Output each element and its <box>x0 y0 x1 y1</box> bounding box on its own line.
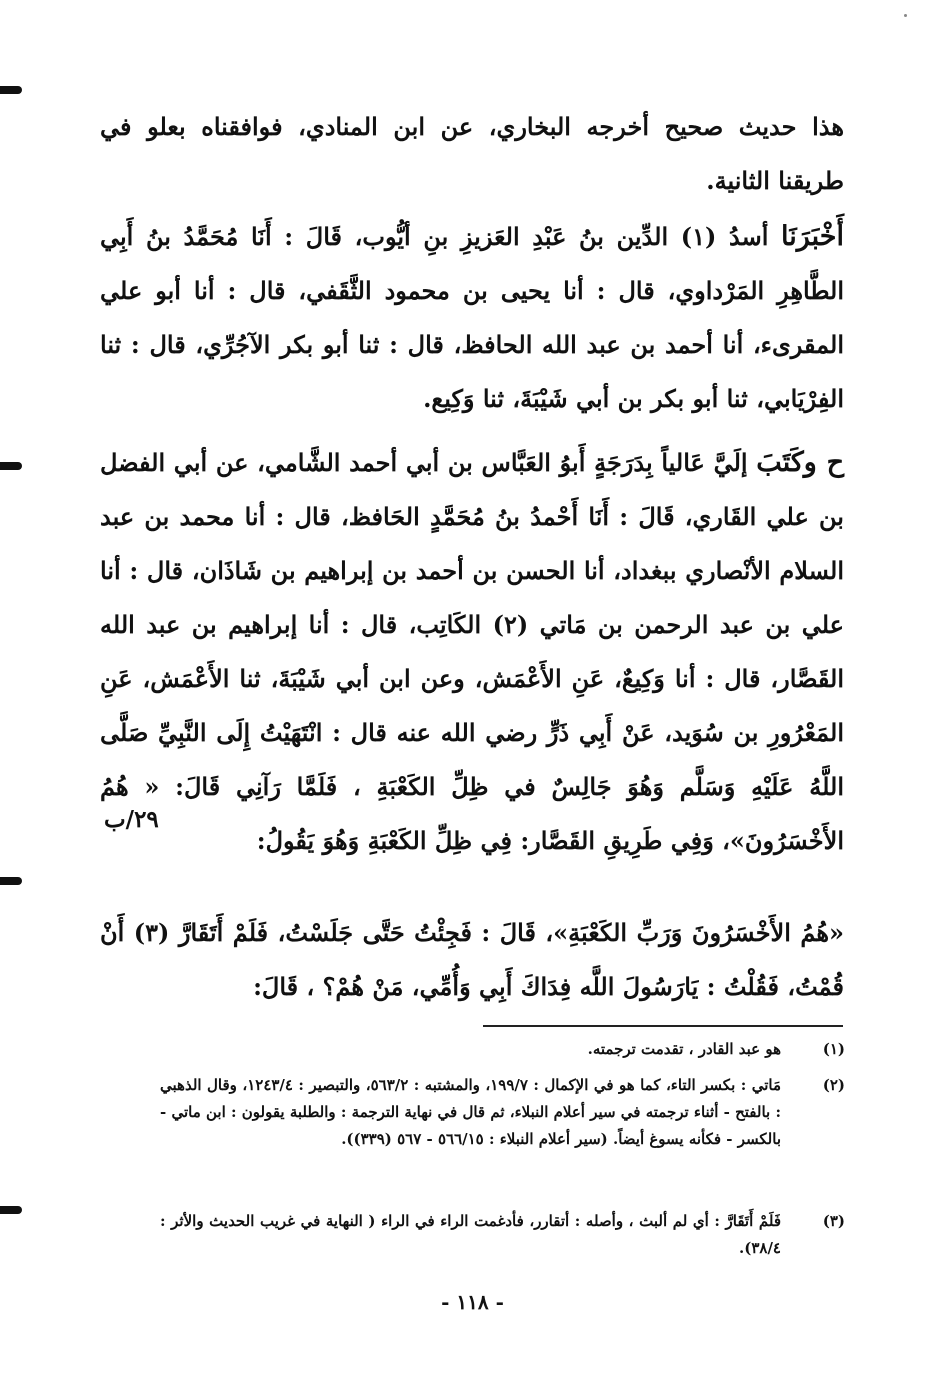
paragraph-isnad-first <box>100 210 844 426</box>
paragraph-isnad-second <box>100 436 844 868</box>
footnote-number: (١) <box>822 1040 845 1058</box>
isnad-second-text: إلَيَّ عَالياً بِدَرَجَةٍ أَبوُ العَبَّاس بن أبي أحمد الشَّامي، عن أبي الفضل بن علي القَاري، قَالَ : أَنَا أَحْمدُ بنُ مُحَمَّدٍ الحَافظ، قال : أنا محمد بن عبد السلام الأنْصاري ببغداد، أنا الحسن بن أحمد بن إبراهيم بن شَاذَان، قال : أنا علي بن عبد الرحمن بن مَاتي (٢) الكَاتِب، قال : أنا إبراهيم بن عبد الله القَصَّار، قال : أنا وَكِيعٌ، عَنِ الأَعْمَش، وعن ابن أبي شَيْبَةَ، ثنا الأَعْمَش، عَنِ المَعْرُورِ بن سُوَيد، عَنْ أَبِي ذَرٍّ رضي الله عنه قال : انْتَهَيْتُ إِلَى النَّبِيِّ صَلَّى اللَّهُ عَلَيْهِ وَسَلَّم وَهُوَ جَالِسٌ في ظِلِّ الكَعْبَةِ ، فَلَمَّا رَآنِي قَالَ: « هُمُ الأَخْسَرُونَ»، وَفِي طَرِيقِ القَصَّار: فِي ظِلِّ الكَعْبَةِ وَهُوَ يَقُولُ: <box>100 448 845 855</box>
footnote-number: (٢) <box>822 1076 845 1094</box>
footnote-number: (٣) <box>822 1212 845 1230</box>
paragraph-matn: «هُمُ الأَخْسَرُونَ وَرَبِّ الكَعْبَةِ»، قَالَ : فَجِئْتُ حَتَّى جَلَسْتُ، فَلَمْ أَتَقَارَّ (٣) أَنْ قُمْتُ، فَقُلْتُ : يَارَسُولَ اللَّه فِدَاكَ أَبِي وَأُمِّي، مَنْ هُمْ؟ ، قَالَ: <box>100 918 844 1001</box>
binding-mark <box>0 86 22 94</box>
footnote-text: مَاتي : بكسر التاء، كما هو في الإكمال : ١٩٩/٧، والمشتبه : ٥٦٣/٢، والتبصير : ١٢٤٣/٤، وقال الذهبي : بالفتح - أثناء ترجمته في سير أعلام النبلاء، ثم قال في نهاية الترجمة : والطلبة يقولون : ابن ماتي - بالكسر - فكأنه يسوغ أيضاً. (سير أعلام النبلاء : ٥٦٦/١٥ - ٥٦٧ (٣٣٩)). <box>160 1076 782 1148</box>
scan-speck <box>904 14 907 17</box>
isnad-first-text: أسدُ (١) الدِّين بنُ عَبْدِ العَزيزِ بنِ أيُّوب، قَالَ : أَنَا مُحَمَّدُ بنُ أَبِي الطَّاهِرِ المَرْداوي، قال : أنا يحيى بن محمود الثَّقَفي، قال : أنا أبو علي المقرىء، أنا أحمد بن عبد الله الحافظ، قال : ثنا أبو بكر الآجُرِّي، قال : ثنا الفِرْيَابي، ثنا أبو بكر بن أبي شَيْبَةَ، ثنا وَكِيع. <box>100 222 844 413</box>
katab-keyword: ح وكَتَبَ <box>756 447 844 478</box>
footnote-separator <box>483 1025 843 1027</box>
binding-mark <box>0 462 22 470</box>
paragraph-hadith-grade: هذا حديث صحيح أخرجه البخاري، عن ابن المنادي، فوافقناه بعلو في طريقنا الثانية. <box>100 112 844 195</box>
footnote-3 <box>160 1208 845 1262</box>
binding-mark <box>0 877 22 885</box>
akhbarana-keyword: أَخْبَرَنَا <box>781 221 844 252</box>
footnote-text: هو عبد القادر ، تقدمت ترجمته. <box>587 1040 781 1058</box>
folio-margin-note: ٢٩/ب <box>104 806 159 833</box>
footnote-1 <box>160 1036 845 1063</box>
footnote-text: فَلَمْ أَتَقَارَّ : أي لم ألبث ، وأصله : أتقارر، فأدغمت الراء في الراء ( النهاية في غريب الحديث والأثر : ٣٨/٤). <box>160 1212 781 1257</box>
binding-mark <box>0 1206 22 1214</box>
page-number: - ١١٨ - <box>441 1290 504 1314</box>
footnote-2 <box>160 1072 845 1153</box>
